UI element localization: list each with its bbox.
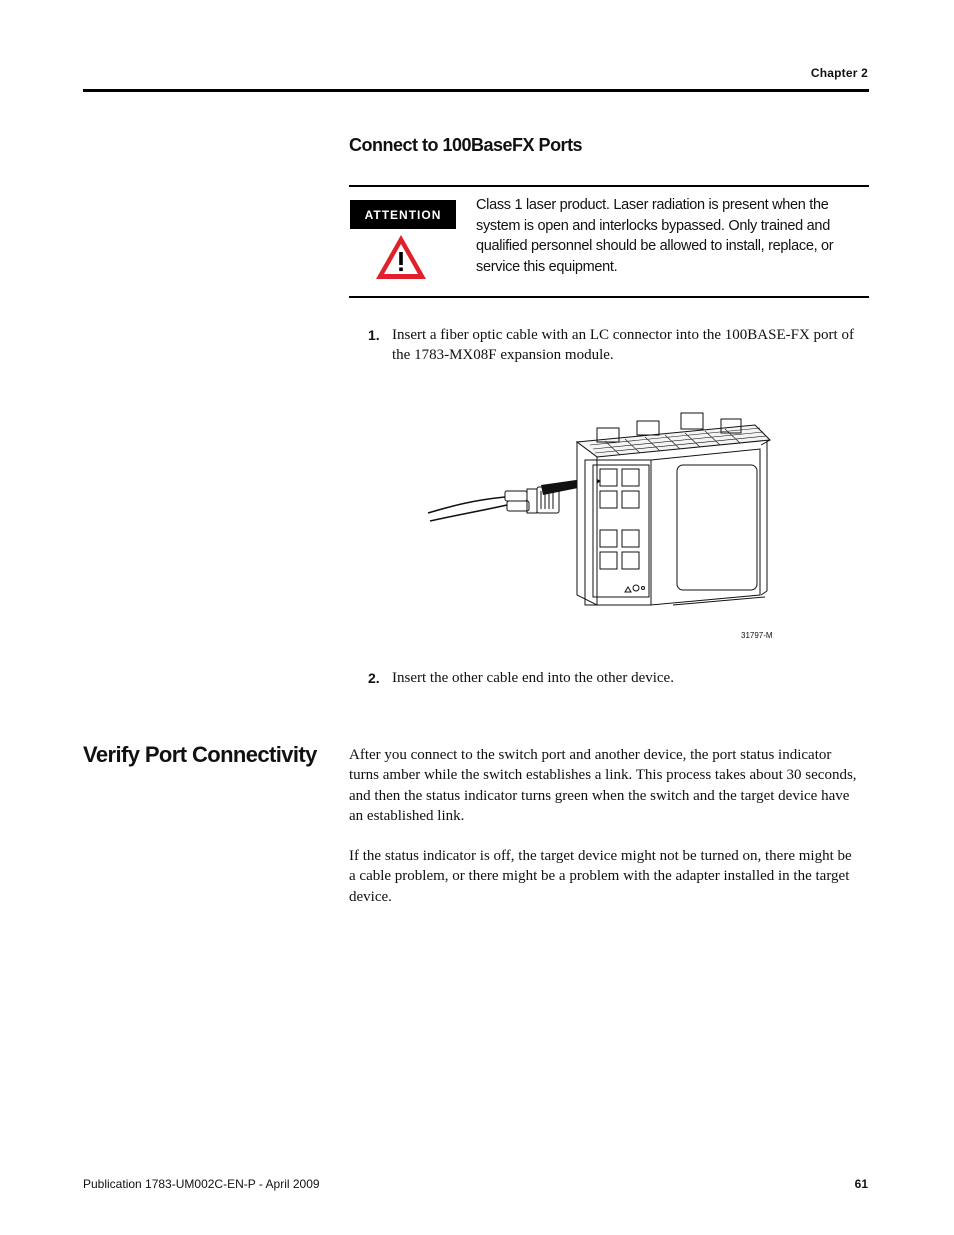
attention-label: ATTENTION xyxy=(350,200,456,229)
step-number: 2. xyxy=(368,670,380,686)
publication-info: Publication 1783-UM002C-EN-P - April 2009 xyxy=(83,1177,320,1191)
step-text: Insert a fiber optic cable with an LC connector into the 100BASE-FX port of the 1783-MX08F expansion module. xyxy=(392,327,854,363)
attention-text: Class 1 laser product. Laser radiation is present when the system is open and interlocks bypassed. Only trained and qualified personnel should be allowed to install, replace, or service this equipment. xyxy=(476,197,834,275)
body-paragraph: After you connect to the switch port and another device, the port status indicator turns amber while the switch establishes a link. This process takes about 30 seconds, and then the status indicator turns green when the switch and the target device have an established link. xyxy=(349,747,857,824)
header-rule xyxy=(83,89,869,92)
attention-top-rule xyxy=(349,185,869,187)
body-paragraph: If the status indicator is off, the target device might not be turned on, there might be a cable problem, or there might be a problem with the adapter installed in the target device. xyxy=(349,848,852,905)
page-number: 61 xyxy=(854,1177,868,1191)
fiber-module-illustration xyxy=(425,405,775,645)
figure-id: 31797-M xyxy=(741,631,773,640)
attention-bottom-rule xyxy=(349,296,869,298)
step-number: 1. xyxy=(368,327,380,343)
warning-triangle-icon xyxy=(373,232,429,282)
step-text: Insert the other cable end into the other device. xyxy=(392,670,674,686)
section-title: Connect to 100BaseFX Ports xyxy=(349,135,583,155)
chapter-label: Chapter 2 xyxy=(810,66,868,80)
section-heading-verify: Verify Port Connectivity xyxy=(83,742,317,767)
